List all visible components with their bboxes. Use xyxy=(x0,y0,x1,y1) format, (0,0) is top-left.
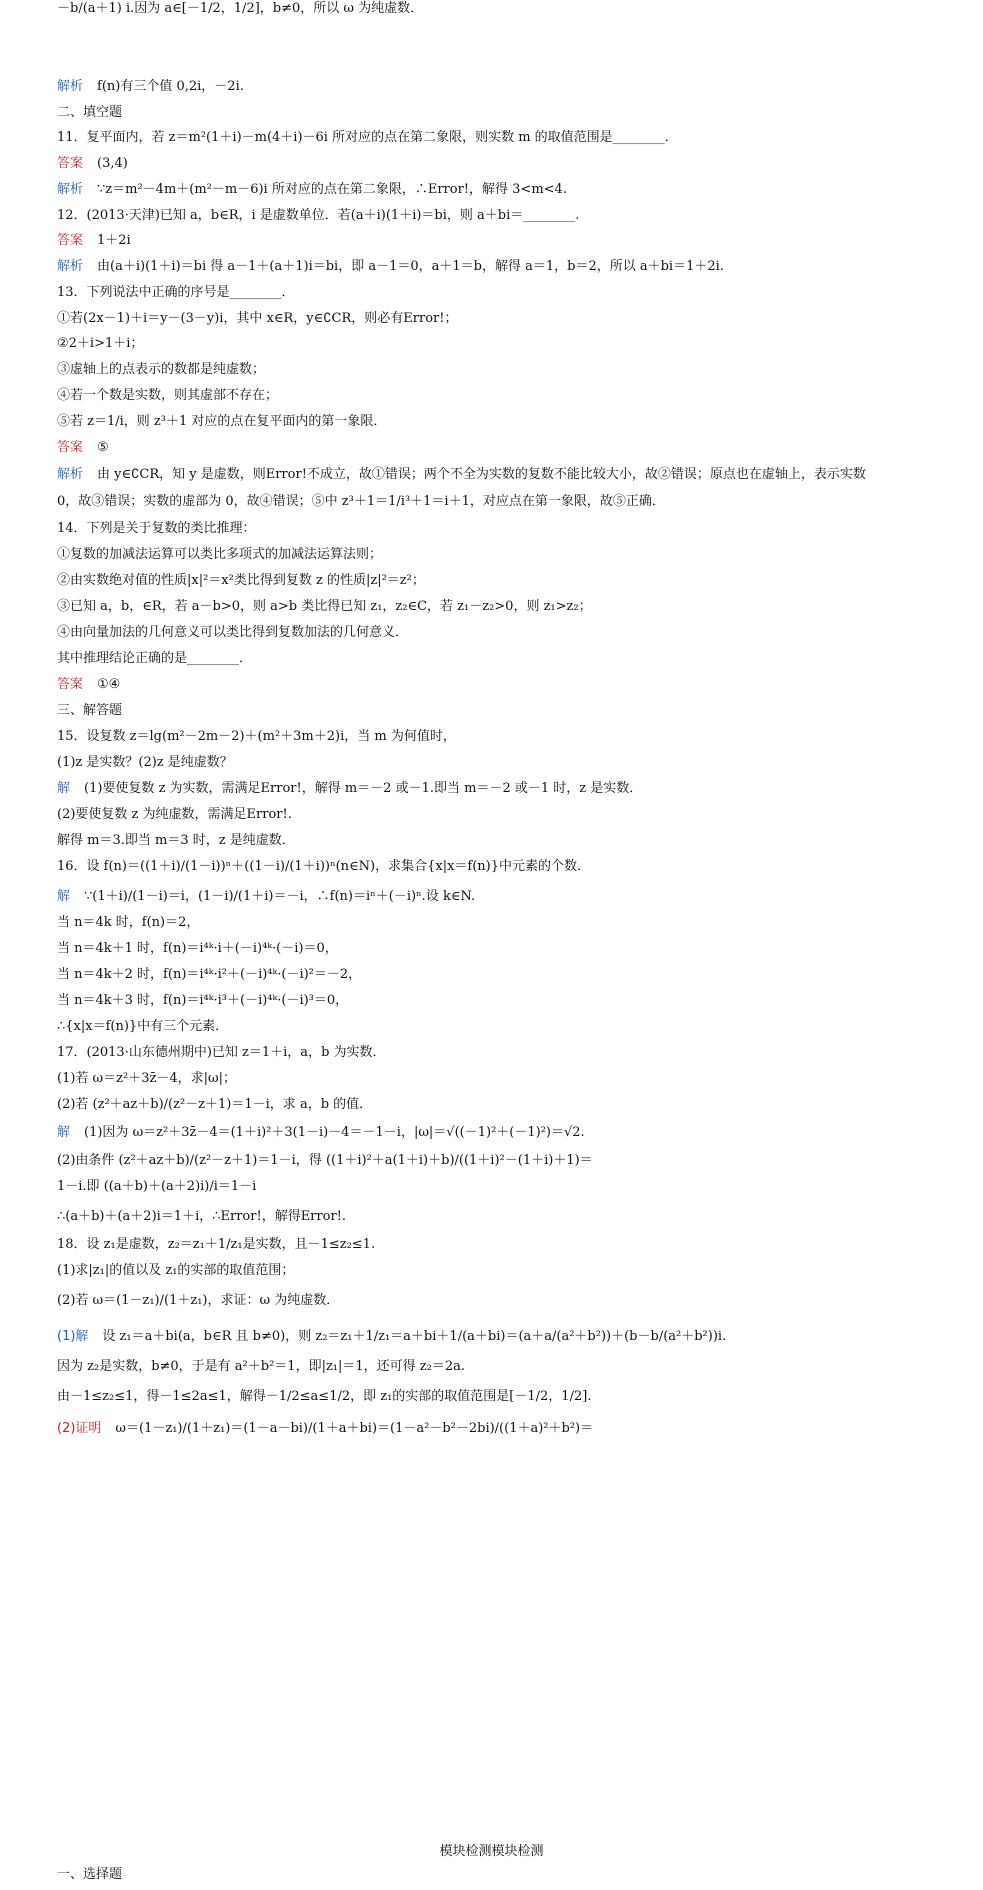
text-line xyxy=(57,1292,339,1310)
line-text: (2)由条件 (z²＋az＋b)/(z²－z＋1)＝1－i，得 ((1＋i)²＋a(1＋i)＋b)/((1＋i)²－(1＋i)＋1)＝ xyxy=(57,1153,593,1168)
line-text: (1)因为 ω＝z²＋3z̄－4＝(1＋i)²＋3(1－i)－4＝－1－i，|ω|＝√((－1)²＋(－1)²)＝√2. xyxy=(84,1125,585,1140)
text-line xyxy=(57,1044,386,1062)
text-line xyxy=(57,728,456,746)
text-line xyxy=(57,806,292,824)
text-line xyxy=(57,284,295,302)
line-text: (2)若 (z²＋az＋b)/(z²－z＋1)＝1－i，求 a，b 的值． xyxy=(57,1097,373,1112)
answer-tag: 答案 xyxy=(57,440,84,455)
line-text: ∴{x|x＝f(n)}中有三个元素． xyxy=(57,1019,229,1034)
text-line xyxy=(57,676,120,694)
line-text: ∴(a＋b)＋(a＋2)i＝1＋i，∴Error!，解得Error!. xyxy=(57,1209,347,1224)
answer-tag: 解 xyxy=(57,889,71,904)
line-text: ∵z＝m²－4m＋(m²－m－6)i 所对应的点在第二象限，∴Error!，解得 3<m<4. xyxy=(97,182,567,197)
line-text: 由－1≤z₂≤1，得－1≤2a≤1，解得－1/2≤a≤1/2，即 z₁的实部的取值范围是[－1/2，1/2]. xyxy=(57,1389,592,1404)
text-line xyxy=(57,992,348,1010)
text-line xyxy=(57,702,122,720)
text-line xyxy=(57,0,423,18)
text-line xyxy=(57,413,386,431)
answer-tag: (2)证明 xyxy=(57,1421,102,1436)
line-text: 当 n＝4k 时，f(n)＝2， xyxy=(57,915,200,930)
text-line xyxy=(57,155,128,173)
answer-tag: 解 xyxy=(57,781,71,796)
line-text: 1－i.即 ((a＋b)＋(a＋2)i)/i＝1－i xyxy=(57,1179,257,1194)
text-line xyxy=(57,624,408,642)
line-text: 由 y∈∁CR，知 y 是虚数，则Error!不成立，故①错误；两个不全为实数的复数不能比较大小，故②错误；原点也在虚轴上，表示实数 xyxy=(97,467,866,482)
line-text: ①复数的加减法运算可以类比多项式的加减法运算法则； xyxy=(57,547,383,562)
text-line xyxy=(57,914,199,932)
line-text: (1)z 是实数？(2)z 是纯虚数？ xyxy=(57,755,233,770)
answer-tag: 解析 xyxy=(57,467,84,482)
answer-tag: 答案 xyxy=(57,233,84,248)
line-text: ②由实数绝对值的性质|x|²＝x²类比得到复数 z 的性质|z|²＝z²； xyxy=(57,573,425,588)
text-line xyxy=(57,1420,593,1438)
line-text: ①④ xyxy=(97,677,121,692)
text-line xyxy=(57,546,382,564)
text-line xyxy=(57,232,131,250)
text-line xyxy=(57,780,642,798)
answer-tag: 答案 xyxy=(57,677,84,692)
text-line xyxy=(57,1070,236,1088)
text-line xyxy=(57,129,678,147)
text-line xyxy=(57,1236,375,1254)
line-text: 当 n＝4k＋1 时，f(n)＝i⁴ᵏ·i＋(－i)⁴ᵏ·(－i)＝0， xyxy=(57,941,338,956)
text-line xyxy=(57,207,579,225)
text-line xyxy=(57,1328,726,1346)
line-text: ⑤ xyxy=(97,440,109,455)
line-text: 解得 m＝3.即当 m＝3 时，z 是纯虚数． xyxy=(57,833,295,848)
text-line xyxy=(57,1178,256,1196)
line-text: －b/(a＋1) i.因为 a∈[－1/2，1/2]，b≠0，所以 ω 为纯虚数． xyxy=(57,1,424,16)
answer-tag: 解析 xyxy=(57,182,84,197)
line-text: 0，故③错误；实数的虚部为 0，故④错误；⑤中 z³＋1＝1/i³＋1＝i＋1，对应点在第一象限，故⑤正确． xyxy=(57,494,665,509)
line-text: ⑤若 z＝1/i，则 z³＋1 对应的点在复平面内的第一象限． xyxy=(57,414,387,429)
text-line xyxy=(57,1096,372,1114)
text-line xyxy=(57,181,567,199)
line-text: 当 n＝4k＋3 时，f(n)＝i⁴ᵏ·i³＋(－i)⁴ᵏ·(－i)³＝0， xyxy=(57,993,349,1008)
line-text: 由(a＋i)(1＋i)＝bi 得 a－1＋(a＋1)i＝bi，即 a－1＝0，a＋1＝b，解得 a＝1，b＝2，所以 a＋bi＝1＋2i. xyxy=(97,259,724,274)
text-line xyxy=(57,966,361,984)
line-text: ①若(2x－1)＋i＝y－(3－y)i，其中 x∈R，y∈∁CR，则必有Error!； xyxy=(57,311,458,326)
line-text: 14．下列是关于复数的类比推理： xyxy=(57,521,256,536)
line-text: ω＝(1－z₁)/(1＋z₁)＝(1－a－bi)/(1＋a＋bi)＝(1－a²－b²－2bi)/((1＋a)²＋b²)＝ xyxy=(115,1421,594,1436)
text-line xyxy=(57,858,590,876)
line-text: ②2＋i>1＋i； xyxy=(57,336,144,351)
text-line xyxy=(57,650,252,668)
line-text: 其中推理结论正确的是________． xyxy=(57,651,253,666)
module-title: 模块检测模块检测 xyxy=(439,1844,544,1859)
text-line xyxy=(57,258,724,276)
section-heading: 一、选择题 xyxy=(57,1867,123,1882)
line-text: 17．(2013·山东德州期中)已知 z＝1＋i，a，b 为实数． xyxy=(57,1045,386,1060)
line-text: ③虚轴上的点表示的数都是纯虚数； xyxy=(57,362,266,377)
line-text: 三、解答题 xyxy=(57,703,123,718)
text-line xyxy=(57,310,457,328)
text-line xyxy=(57,888,475,906)
text-line xyxy=(57,572,425,590)
line-text: 15．设复数 z＝lg(m²－2m－2)＋(m²＋3m＋2)i，当 m 为何值时， xyxy=(57,729,456,744)
text-line xyxy=(57,78,244,96)
line-text: ④由向量加法的几何意义可以类比得到复数加法的几何意义． xyxy=(57,625,409,640)
line-text: ∵(1＋i)/(1－i)＝i，(1－i)/(1＋i)＝－i，∴f(n)＝iⁿ＋(－i)ⁿ.设 k∈N. xyxy=(84,889,476,904)
line-text: ③已知 a，b，∈R，若 a－b>0，则 a>b 类比得已知 z₁，z₂∈C，若 z₁－z₂>0，则 z₁>z₂； xyxy=(57,599,592,614)
text-line xyxy=(57,361,265,379)
text-line xyxy=(57,104,122,122)
answer-tag: 答案 xyxy=(57,156,84,171)
line-text: (1)求|z₁|的值以及 z₁的实部的取值范围； xyxy=(57,1263,295,1278)
text-line xyxy=(57,1124,585,1142)
text-line xyxy=(57,520,256,538)
text-line xyxy=(57,1152,593,1170)
line-text: 13．下列说法中正确的序号是________． xyxy=(57,285,295,300)
line-text: (2)若 ω＝(1－z₁)/(1＋z₁)，求证：ω 为纯虚数． xyxy=(57,1293,340,1308)
line-text: (1)若 ω＝z²＋3z̄－4，求|ω|； xyxy=(57,1071,236,1086)
text-line xyxy=(57,754,233,772)
line-text: 12．(2013·天津)已知 a，b∈R，i 是虚数单位．若(a＋i)(1＋i)＝bi，则 a＋bi＝________. xyxy=(57,208,580,223)
answer-tag: 解 xyxy=(57,1125,71,1140)
line-text: 当 n＝4k＋2 时，f(n)＝i⁴ᵏ·i²＋(－i)⁴ᵏ·(－i)²＝－2， xyxy=(57,967,362,982)
line-text: (3,4) xyxy=(97,156,128,171)
answer-tag: 解析 xyxy=(57,259,84,274)
text-line xyxy=(57,940,338,958)
text-line xyxy=(57,598,592,616)
text-line xyxy=(57,439,109,457)
line-text: (1)要使复数 z 为实数，需满足Error!，解得 m＝－2 或－1.即当 m＝－2 或－1 时，z 是实数． xyxy=(84,781,643,796)
text-line xyxy=(57,466,866,484)
line-text: 设 z₁＝a＋bi(a，b∈R 且 b≠0)，则 z₂＝z₁＋1/z₁＝a＋bi＋1/(a＋bi)＝(a＋a/(a²＋b²))＋(b－b/(a²＋b²))i. xyxy=(102,1329,727,1344)
text-line xyxy=(57,493,665,511)
line-text: (2)要使复数 z 为纯虚数，需满足Error!. xyxy=(57,807,292,822)
text-line xyxy=(57,1358,465,1376)
line-text: 11．复平面内，若 z＝m²(1＋i)－m(4＋i)－6i 所对应的点在第二象限，则实数 m 的取值范围是________． xyxy=(57,130,678,145)
line-text: 二、填空题 xyxy=(57,105,123,120)
line-text: f(n)有三个值 0,2i，－2i. xyxy=(97,79,244,94)
text-line xyxy=(57,1388,591,1406)
line-text: 16．设 f(n)＝((1＋i)/(1－i))ⁿ＋((1－i)/(1＋i))ⁿ(n∈N)，求集合{x|x＝f(n)}中元素的个数． xyxy=(57,859,591,874)
text-line xyxy=(57,335,143,353)
text-line xyxy=(57,387,278,405)
text-line xyxy=(57,1208,346,1226)
answer-tag: 解析 xyxy=(57,79,84,94)
line-text: 因为 z₂是实数，b≠0，于是有 a²＋b²＝1，即|z₁|＝1，还可得 z₂＝2a. xyxy=(57,1359,466,1374)
text-line xyxy=(57,1262,294,1280)
text-line xyxy=(57,1018,228,1036)
line-text: ④若一个数是实数，则其虚部不存在； xyxy=(57,388,279,403)
text-line xyxy=(57,832,295,850)
line-text: 1＋2i xyxy=(97,233,131,248)
answer-tag: (1)解 xyxy=(57,1329,89,1344)
line-text: 18．设 z₁是虚数，z₂＝z₁＋1/z₁是实数，且－1≤z₂≤1. xyxy=(57,1237,376,1252)
